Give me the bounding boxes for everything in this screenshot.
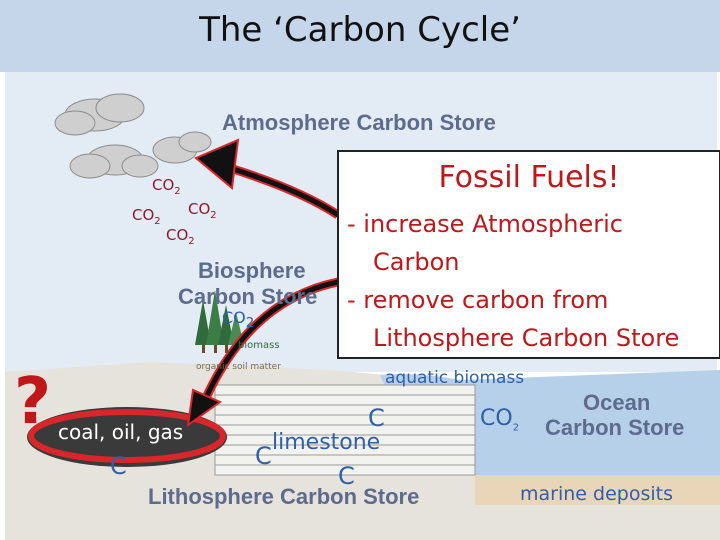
ocean-store-label-2: Carbon Store: [545, 415, 685, 440]
atmosphere-store-label: Atmosphere Carbon Store: [222, 110, 496, 135]
biomass-label: biomass: [238, 340, 280, 351]
co2-label: $CO_2$: [480, 406, 520, 434]
co2-label: $CO_2$: [222, 308, 255, 332]
callout-line: Carbon: [373, 248, 460, 276]
co2-label: $CO_2$: [166, 226, 195, 247]
marine-deposits-label: marine deposits: [520, 483, 673, 505]
callout-line: Lithosphere Carbon Store: [373, 324, 680, 352]
fossil-fuels-callout: [337, 150, 720, 359]
limestone-label: limestone: [272, 430, 381, 455]
carbon-label: C: [255, 442, 272, 470]
page-title: The ‘Carbon Cycle’: [199, 10, 521, 50]
carbon-label: C: [368, 404, 385, 432]
aquatic-biomass-label: aquatic biomass: [385, 368, 525, 388]
callout-line: - remove carbon from: [347, 286, 609, 314]
question-mark: ?: [14, 365, 52, 439]
biosphere-store-label-2: Carbon Store: [178, 284, 318, 309]
biosphere-store-label-1: Biosphere: [198, 258, 306, 283]
lithosphere-store-label: Lithosphere Carbon Store: [148, 484, 420, 509]
carbon-label: C: [338, 462, 355, 490]
co2-label: $CO_2$: [152, 176, 181, 197]
ocean-store-label-1: Ocean: [583, 390, 651, 415]
co2-label: $CO_2$: [188, 200, 217, 221]
callout-line: - increase Atmospheric: [347, 210, 623, 238]
carbon-label: C: [110, 452, 127, 480]
callout-title: Fossil Fuels!: [438, 160, 620, 195]
organic-soil-label: organic soil matter: [196, 362, 281, 372]
fossil-fuels-label: coal, oil, gas: [58, 420, 184, 444]
co2-label: $CO_2$: [132, 206, 161, 227]
